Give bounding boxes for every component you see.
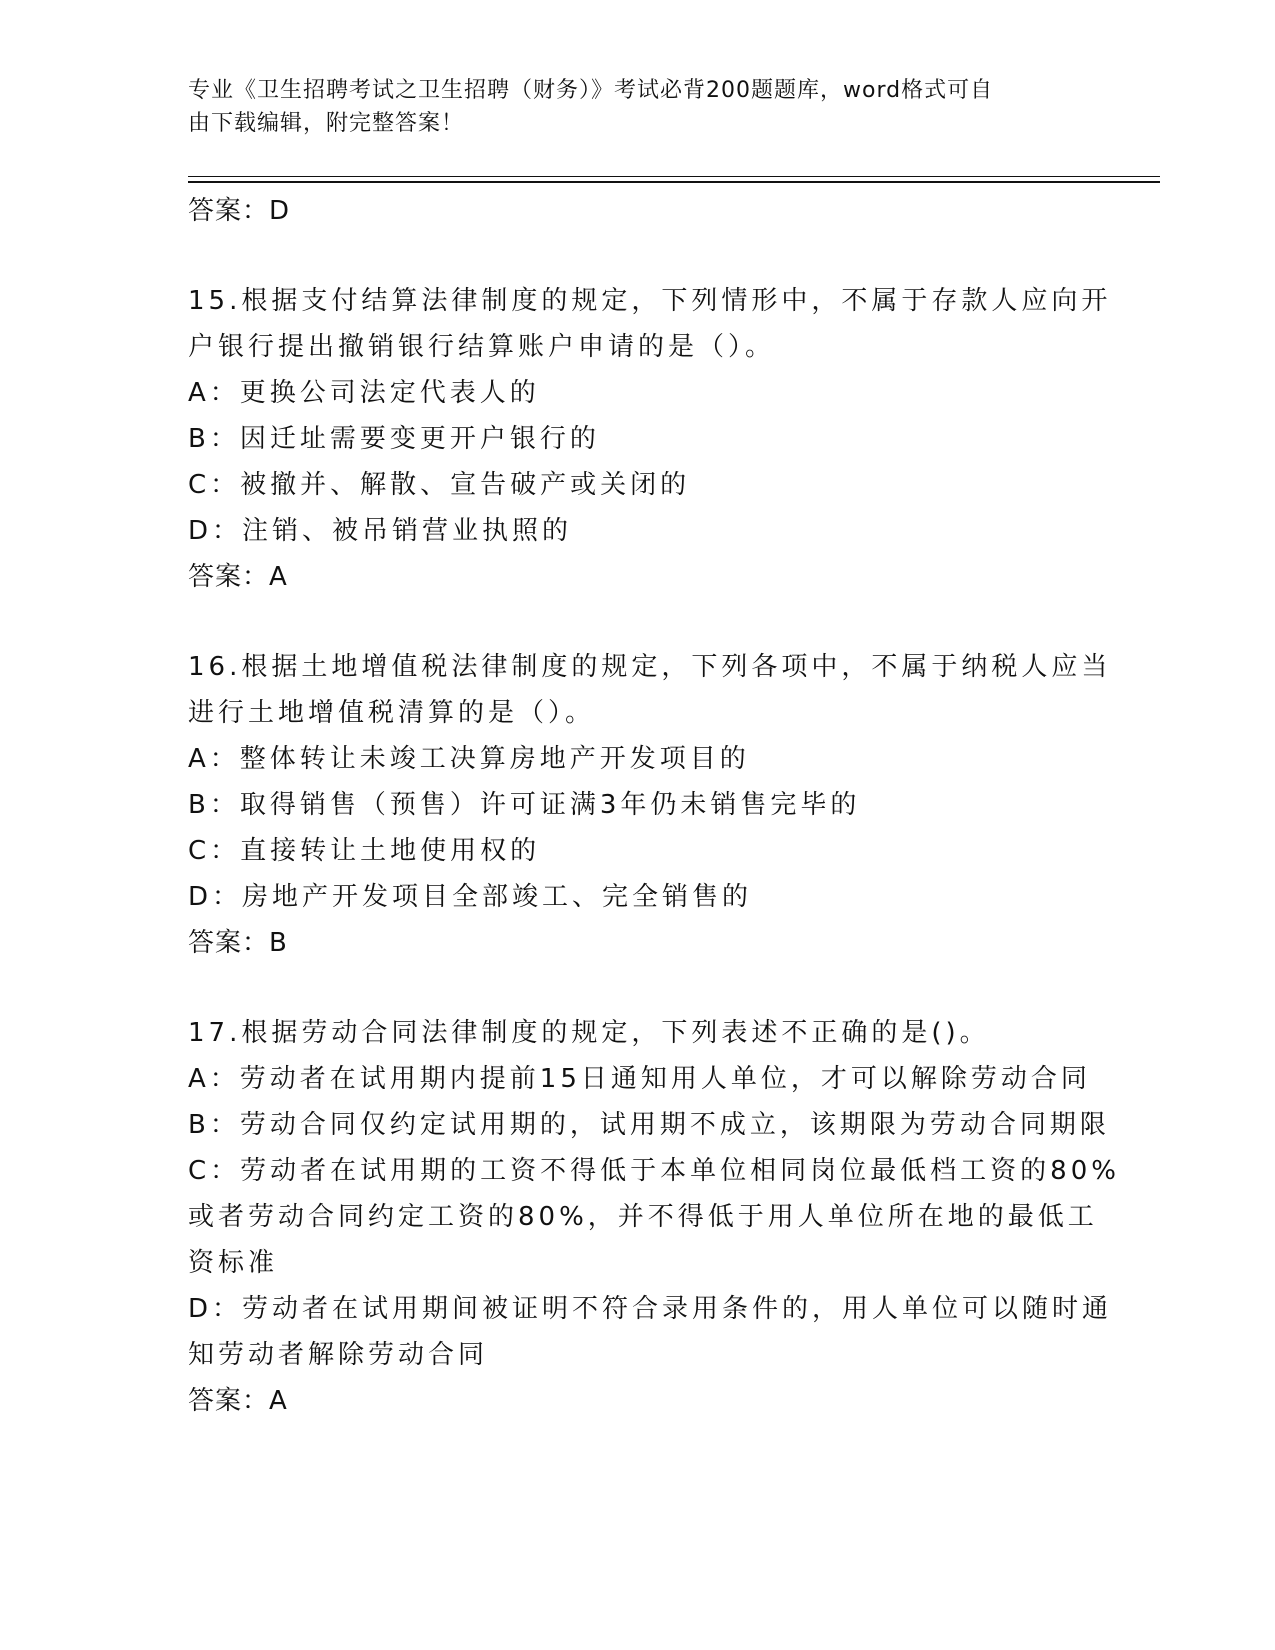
question-16-option-b: B：取得销售（预售）许可证满3年仍未销售完毕的 [188, 790, 861, 820]
question-16-option-a: A：整体转让未竣工决算房地产开发项目的 [188, 744, 750, 774]
previous-answer: 答案：D [188, 196, 291, 226]
question-15-answer: 答案：A [188, 562, 288, 592]
question-15-option-c: C：被撤并、解散、宣告破产或关闭的 [188, 470, 691, 500]
question-15-option-a: A：更换公司法定代表人的 [188, 378, 540, 408]
question-17-option-c-line-1: C：劳动者在试用期的工资不得低于本单位相同岗位最低档工资的80% [188, 1156, 1120, 1186]
question-16-answer: 答案：B [188, 928, 288, 958]
question-17-option-d-line-1: D：劳动者在试用期间被证明不符合录用条件的，用人单位可以随时通 [188, 1294, 1113, 1324]
question-15-stem-line-1: 15.根据支付结算法律制度的规定，下列情形中，不属于存款人应向开 [188, 286, 1112, 316]
question-15-stem-line-2: 户银行提出撤销银行结算账户申请的是（）。 [188, 332, 776, 362]
question-15-option-d: D：注销、被吊销营业执照的 [188, 516, 573, 546]
header-line-1: 专业《卫生招聘考试之卫生招聘（财务）》考试必背200题题库，word格式可自 [188, 78, 994, 103]
question-17-option-a: A：劳动者在试用期内提前15日通知用人单位，才可以解除劳动合同 [188, 1064, 1091, 1094]
question-15-option-b: B：因迁址需要变更开户银行的 [188, 424, 600, 454]
question-17-stem-line-1: 17.根据劳动合同法律制度的规定，下列表述不正确的是()。 [188, 1018, 990, 1048]
question-17-option-c-line-2: 或者劳动合同约定工资的80%，并不得低于用人单位所在地的最低工 [188, 1202, 1098, 1232]
question-16-option-d: D：房地产开发项目全部竣工、完全销售的 [188, 882, 753, 912]
question-16-option-c: C：直接转让土地使用权的 [188, 836, 541, 866]
question-17-option-b: B：劳动合同仅约定试用期的，试用期不成立，该期限为劳动合同期限 [188, 1110, 1110, 1140]
header-line-2: 由下载编辑，附完整答案！ [188, 111, 465, 136]
header-rule-thick [188, 181, 1160, 183]
question-17-option-c-line-3: 资标准 [188, 1248, 279, 1278]
question-17 [188, 1010, 1120, 1424]
question-16 [188, 644, 1112, 966]
header-rule-thin [188, 176, 1160, 177]
question-16-stem-line-2: 进行土地增值税清算的是（）。 [188, 698, 596, 728]
question-17-answer: 答案：A [188, 1386, 288, 1416]
question-17-option-d-line-2: 知劳动者解除劳动合同 [188, 1340, 489, 1370]
question-15 [188, 278, 1112, 600]
question-16-stem-line-1: 16.根据土地增值税法律制度的规定，下列各项中，不属于纳税人应当 [188, 652, 1112, 682]
document-body [188, 188, 1120, 1424]
document-header [188, 74, 1068, 140]
